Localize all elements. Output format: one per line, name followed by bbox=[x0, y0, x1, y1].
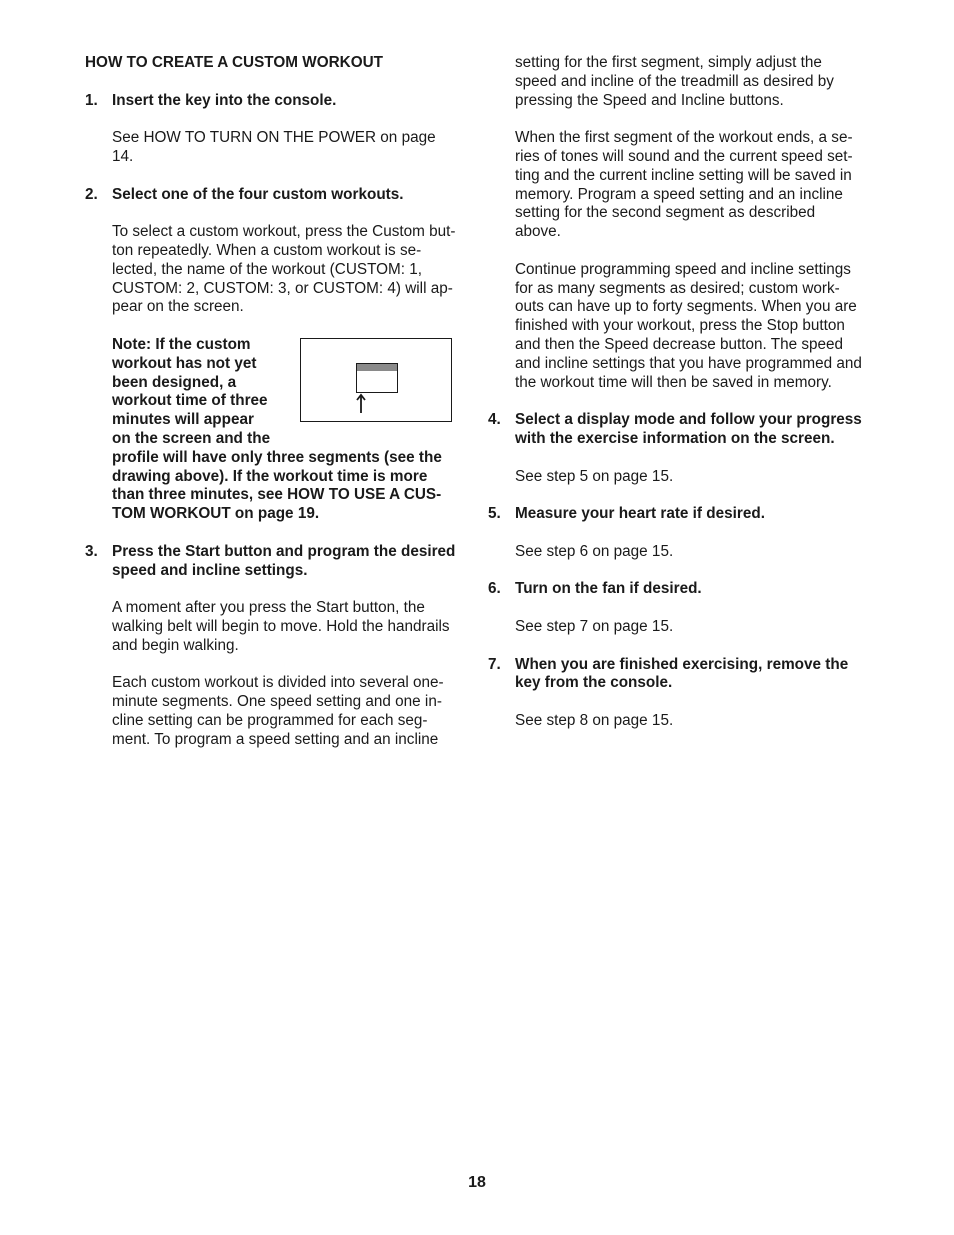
step-5-title bbox=[488, 505, 868, 524]
step-number: 5. bbox=[488, 505, 501, 523]
step-4-title bbox=[488, 411, 868, 449]
note-block bbox=[85, 336, 465, 524]
note-text: Note: If the custom workout has not yet been designed, a workout time of three minutes will appear on the screen and the profile will have only three segments (see the drawing above). If the workout time is more than three minutes, see HOW TO USE A CUS- TOM WORKOUT on page 19. bbox=[112, 335, 442, 523]
step-number: 7. bbox=[488, 655, 501, 673]
step-7-title bbox=[488, 656, 868, 694]
step-title: Select a display mode and follow your progress with the exercise information on the screen. bbox=[515, 411, 862, 447]
step-4-body: See step 5 on page 15. bbox=[515, 467, 674, 485]
step-number: 4. bbox=[488, 411, 501, 429]
step-6-body: See step 7 on page 15. bbox=[515, 617, 674, 635]
step-number: 2. bbox=[85, 185, 98, 203]
step-number: 1. bbox=[85, 91, 98, 109]
page-number: 18 bbox=[468, 1174, 486, 1191]
step-title: Press the Start button and program the desired speed and incline settings. bbox=[112, 542, 456, 579]
section-heading: HOW TO CREATE A CUSTOM WORKOUT bbox=[85, 54, 383, 71]
continued-paragraph-1: setting for the first segment, simply adjust the speed and incline of the treadmill as desired by pressing the Speed and Incline buttons. bbox=[515, 54, 834, 109]
step-title: Measure your heart rate if desired. bbox=[515, 505, 765, 523]
step-title: When you are finished exercising, remove the key from the console. bbox=[515, 655, 849, 692]
continued-paragraph-2: When the first segment of the workout ends, a se- ries of tones will sound and the current speed set- ting and the current incline setting will be saved in memory. Program a speed setting and an incline setting for the second segment as described above. bbox=[515, 129, 853, 241]
step-1-title bbox=[85, 92, 465, 111]
right-column bbox=[488, 54, 868, 749]
step-5-body: See step 6 on page 15. bbox=[515, 542, 674, 560]
arrow-up-icon bbox=[353, 391, 369, 415]
step-2-title bbox=[85, 186, 465, 205]
step-1-body: See HOW TO TURN ON THE POWER on page 14. bbox=[112, 129, 436, 165]
left-column bbox=[85, 54, 465, 768]
step-3-title bbox=[85, 543, 465, 581]
step-3-body-2: Each custom workout is divided into several one- minute segments. One speed setting and one in- cline setting can be programmed for each seg- ment. To program a speed setting and an incline bbox=[112, 674, 444, 748]
step-number: 6. bbox=[488, 580, 501, 598]
step-6-title bbox=[488, 580, 868, 599]
profile-segment-bar bbox=[356, 363, 398, 393]
step-3-body-1: A moment after you press the Start button, the walking belt will begin to move. Hold the handrails and begin walking. bbox=[112, 599, 450, 654]
step-title: Select one of the four custom workouts. bbox=[112, 185, 404, 203]
step-2-body: To select a custom workout, press the Custom but- ton repeatedly. When a custom workout is se- lected, the name of the workout (CUSTOM: 1, CUSTOM: 2, CUSTOM: 3, or CUSTOM: 4) will ap- pear on the screen. bbox=[112, 223, 456, 316]
continued-paragraph-3: Continue programming speed and incline settings for as many segments as desired; custom work- outs can have up to forty segments. When you are finished with your workout, press the Stop button and then the Speed decrease button. The speed and incline settings that you have programmed and the workout time will then be saved in memory. bbox=[515, 260, 862, 391]
step-7-body: See step 8 on page 15. bbox=[515, 711, 674, 729]
step-title: Insert the key into the console. bbox=[112, 91, 337, 109]
step-number: 3. bbox=[85, 542, 98, 560]
workout-profile-drawing bbox=[300, 338, 452, 422]
step-title: Turn on the fan if desired. bbox=[515, 580, 702, 598]
